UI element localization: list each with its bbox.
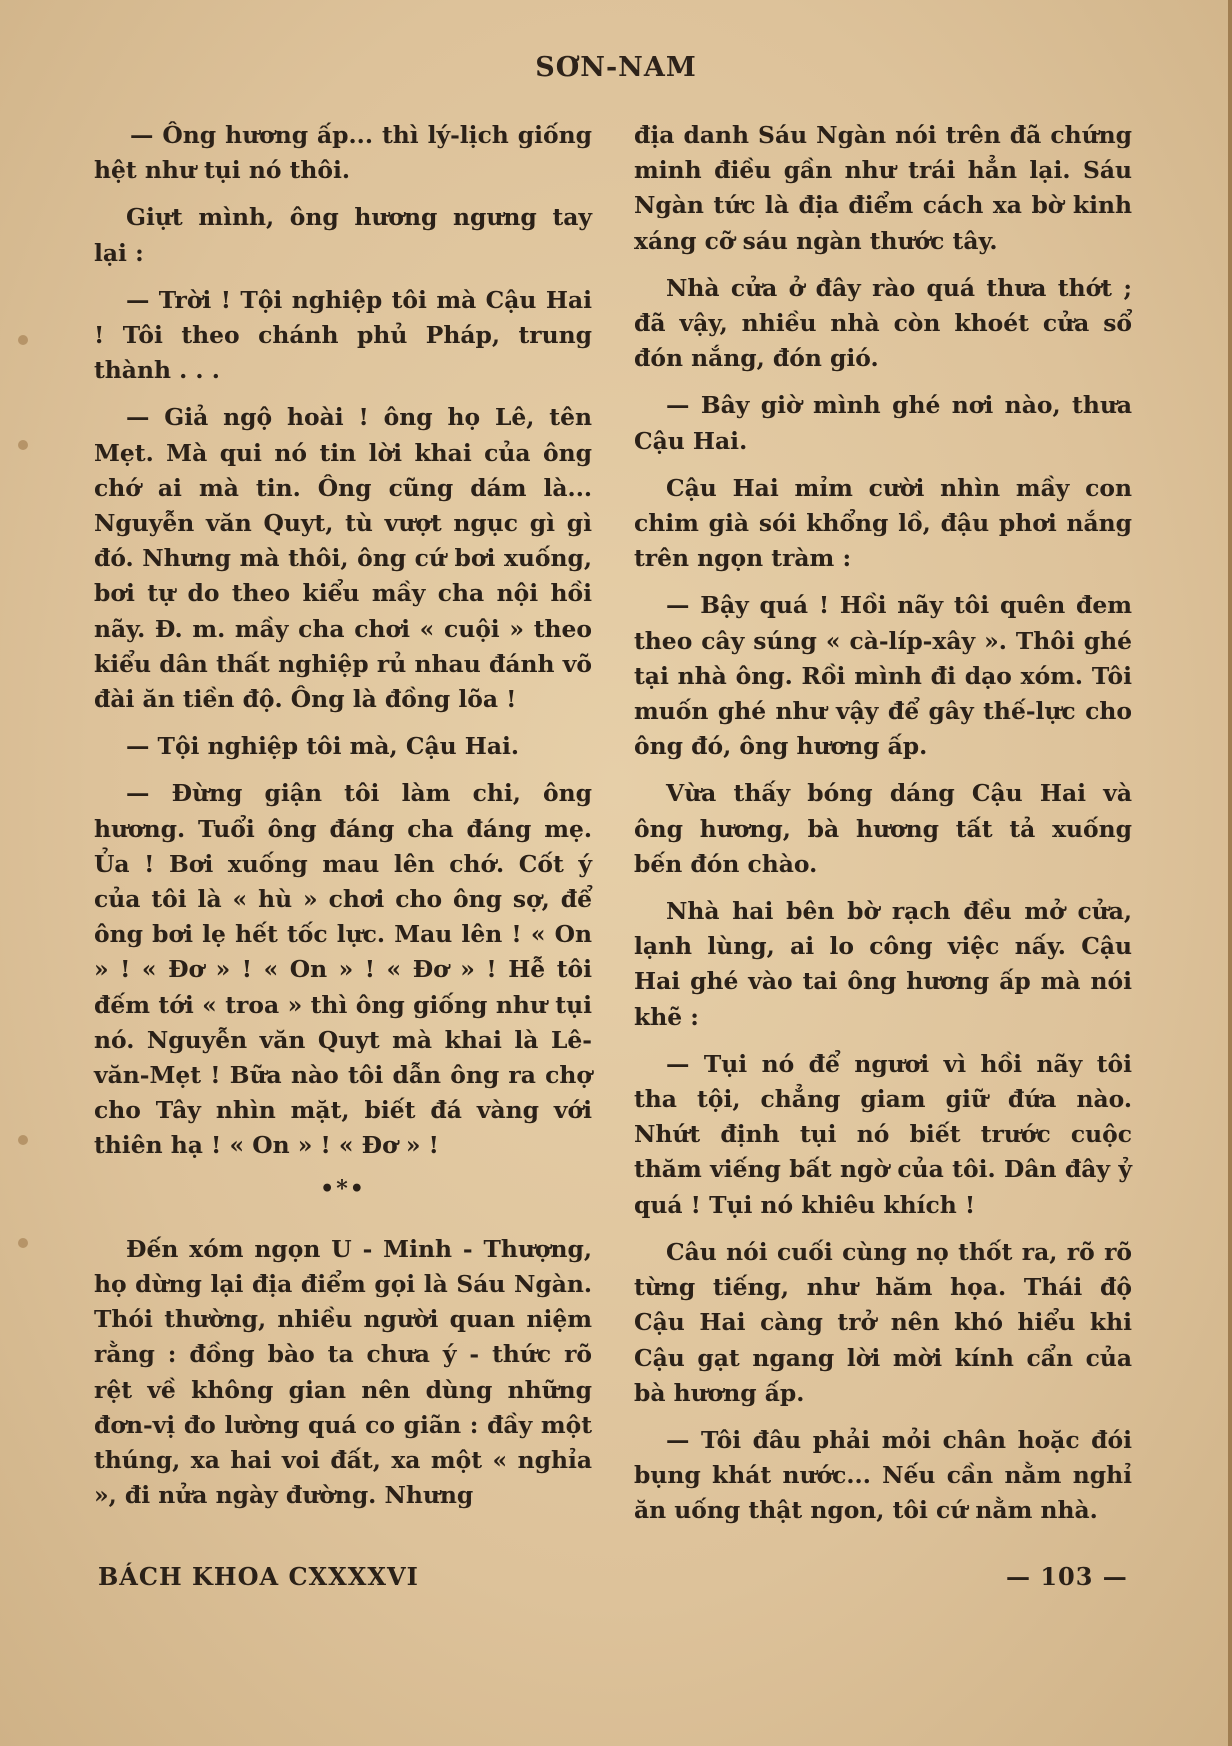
paragraph: Đến xóm ngọn U - Minh - Thượng, họ dừng lại địa điểm gọi là Sáu Ngàn. Thói thường, nhiều người quan niệm rằng : đồng bào ta chưa ý - thức rõ rệt về không gian nên dùng những đơn-vị đo lường quá co giãn : đầy một thúng, xa hai voi đất, xa một « nghỉa », đi nửa ngày đường. Nhưng	[94, 1234, 592, 1510]
page-footer	[0, 1562, 1232, 1602]
paragraph: — Bây giờ mình ghé nơi nào, thưa Cậu Hai.	[634, 391, 1132, 455]
binding-hole	[18, 1238, 28, 1248]
binding-hole	[18, 335, 28, 345]
paragraph: Cậu Hai mỉm cười nhìn mầy con chim già sói khổng lồ, đậu phơi nắng trên ngọn tràm :	[634, 473, 1132, 573]
paragraph: — Bậy quá ! Hồi nãy tôi quên đem theo cây súng « cà-líp-xây ». Thôi ghé tại nhà ông. Rồi mình đi dạo xóm. Tôi muốn ghé như vậy để gây thế-lực cho ông đó, ông hương ấp.	[634, 591, 1132, 761]
paragraph: Vừa thấy bóng dáng Cậu Hai và ông hương, bà hương tất tả xuống bến đón chào.	[634, 779, 1132, 878]
paragraph: — Ông hương ấp... thì lý-lịch giống hệt như tụi nó thôi.	[94, 121, 592, 185]
magazine-title: BÁCH KHOA CXXXXVI	[98, 1562, 419, 1591]
paragraph: — Đừng giận tôi làm chi, ông hương. Tuổi ông đáng cha đáng mẹ. Ủa ! Bơi xuống mau lên chớ. Cốt ý của tôi là « hù » chơi cho ông sợ, để ông bơi lẹ hết tốc lực. Mau lên ! « On » ! « Đơ » ! « On » ! « Đơ » ! Hễ tôi đếm tới « troa » thì ông giống như tụi nó. Nguyễn văn Quyt mà khai là Lê-văn-Mẹt ! Bữa nào tôi dẫn ông ra chợ cho Tây nhìn mặt, biết đá vàng với thiên hạ ! « On » ! « Đơ » !	[94, 779, 592, 1160]
left-column	[94, 118, 592, 1513]
paragraph: — Tụi nó để ngươi vì hồi nãy tôi tha tội, chẳng giam giữ đứa nào. Nhứt định tụi nó biết trước cuộc thăm viếng bất ngờ của tôi. Dân đây ỷ quá ! Tụi nó khiêu khích !	[634, 1049, 1132, 1219]
paragraph: — Tội nghiệp tôi mà, Cậu Hai.	[126, 732, 520, 761]
binding-hole	[18, 1135, 28, 1145]
paragraph: Giựt mình, ông hương ngưng tay lại :	[94, 203, 592, 267]
page-header-author: SƠN-NAM	[535, 52, 697, 83]
section-separator: •*•	[320, 1175, 366, 1202]
paragraph: Câu nói cuối cùng nọ thốt ra, rõ rõ từng tiếng, như hăm họa. Thái độ Cậu Hai càng trở nên khó hiểu khi Cậu gạt ngang lời mời kính cẩn của bà hương ấp.	[634, 1237, 1132, 1407]
paragraph: — Tôi đâu phải mỏi chân hoặc đói bụng khát nước... Nếu cần nằm nghỉ ăn uống thật ngon, tôi cứ nằm nhà.	[634, 1425, 1132, 1525]
right-column	[634, 118, 1132, 1529]
page-edge	[1228, 0, 1232, 1746]
paragraph: Nhà hai bên bờ rạch đều mở cửa, lạnh lùng, ai lo công việc nấy. Cậu Hai ghé vào tai ông hương ấp mà nói khẽ :	[634, 897, 1132, 1031]
page-number: — 103 —	[1006, 1562, 1128, 1591]
binding-hole	[18, 440, 28, 450]
paragraph: Nhà cửa ở đây rào quá thưa thớt ; đã vậy, nhiều nhà còn khoét cửa sổ đón nắng, đón gió.	[634, 273, 1132, 373]
paragraph: — Trời ! Tội nghiệp tôi mà Cậu Hai ! Tôi theo chánh phủ Pháp, trung thành . . .	[94, 285, 592, 385]
paragraph: — Giả ngộ hoài ! ông họ Lê, tên Mẹt. Mà qui nó tin lời khai của ông chớ ai mà tin. Ông cũng dám là... Nguyễn văn Quyt, tù vượt ngục gì gì đó. Nhưng mà thôi, ông cứ bơi xuống, bơi tự do theo kiểu mầy cha nội hồi nãy. Đ. m. mầy cha chơi « cuội » theo kiểu dân thất nghiệp rủ nhau đánh võ đài ăn tiền độ. Ông là đồng lõa !	[94, 403, 592, 714]
paragraph: địa danh Sáu Ngàn nói trên đã chứng minh điều gần như trái hẳn lại. Sáu Ngàn tức là địa điểm cách xa bờ kinh xáng cỡ sáu ngàn thước tây.	[634, 121, 1132, 255]
